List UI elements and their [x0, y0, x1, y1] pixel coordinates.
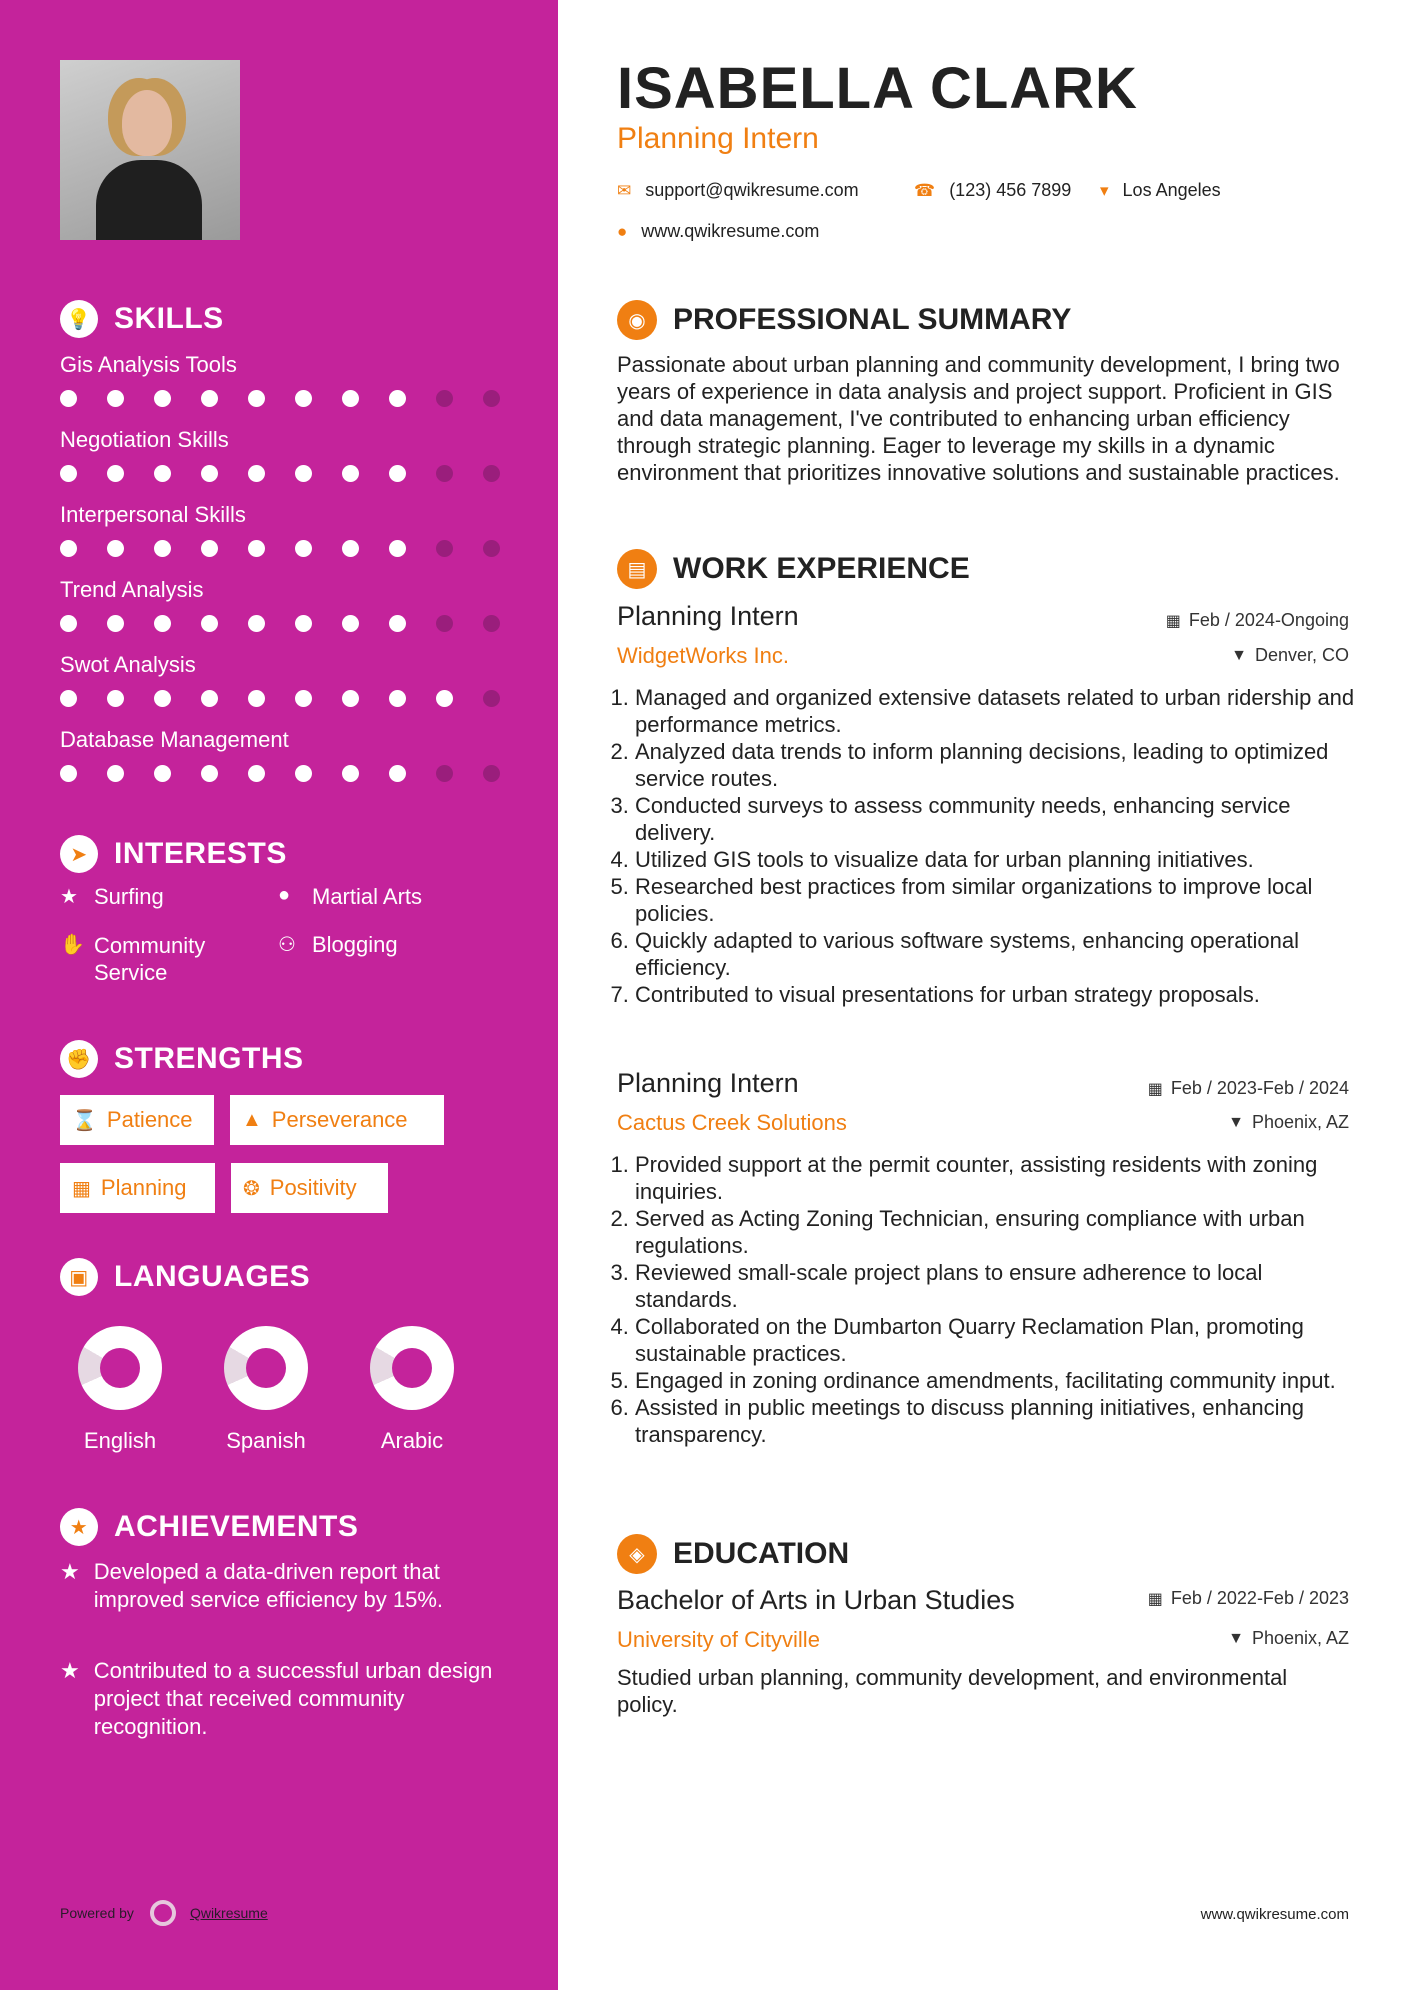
job-location: ▼ Denver, CO [1231, 645, 1349, 665]
job-dates: ▦ Feb / 2023-Feb / 2024 [1147, 1078, 1349, 1098]
skill-dot [107, 540, 124, 557]
experience-heading: ▤ WORK EXPERIENCE [617, 549, 970, 589]
job-bullet: 6. Quickly adapted to various software systems, enhancing operational efficiency. [635, 927, 1370, 981]
skill-level-dots [60, 615, 530, 632]
job-title: Planning Intern [617, 601, 799, 631]
shooting-star-icon: ★ [60, 1658, 80, 1683]
skill-dot [107, 465, 124, 482]
skill-dot [154, 615, 171, 632]
skill-dot [154, 690, 171, 707]
skill-level-dots [60, 390, 530, 407]
star-icon: ★ [60, 886, 78, 908]
job-title: Planning Intern [617, 1068, 799, 1098]
language-level-ring [224, 1326, 308, 1410]
user-icon: ◉ [617, 300, 657, 340]
strength-badge: ▲ Perseverance [230, 1095, 444, 1145]
skill-dot [201, 390, 218, 407]
skill-dot [201, 615, 218, 632]
education-dates: ▦ Feb / 2022-Feb / 2023 [1147, 1588, 1349, 1608]
lightbulb-icon: 💡 [60, 300, 98, 338]
job-bullet: 2. Analyzed data trends to inform planning decisions, leading to optimized service routes. [635, 738, 1370, 792]
skill-dot [107, 615, 124, 632]
skill-name: Negotiation Skills [60, 427, 229, 452]
trophy-star-icon: ★ [60, 1508, 98, 1546]
skill-dot [295, 465, 312, 482]
profile-photo [60, 60, 240, 240]
job-company: Cactus Creek Solutions [617, 1110, 847, 1135]
qwikresume-link[interactable]: Qwikresume [189, 1905, 268, 1921]
job-bullet: 4. Collaborated on the Dumbarton Quarry Reclamation Plan, promoting sustainable practices. [635, 1313, 1370, 1367]
skill-dot [483, 465, 500, 482]
job-dates: ▦ Feb / 2024-Ongoing [1165, 610, 1349, 630]
interest-item: ⚇ Blogging [278, 932, 398, 957]
skill-dot [60, 765, 77, 782]
skill-dot [154, 540, 171, 557]
skill-dot [107, 765, 124, 782]
skill-dot [342, 615, 359, 632]
skill-dot [107, 690, 124, 707]
skill-dot [483, 765, 500, 782]
shooting-star-icon: ★ [60, 1559, 80, 1584]
degree-title: Bachelor of Arts in Urban Studies [617, 1585, 1015, 1615]
contact-location: ▾ Los Angeles [1100, 180, 1221, 200]
skill-dot [342, 465, 359, 482]
skill-dot [107, 390, 124, 407]
job-bullet: 7. Contributed to visual presentations for urban strategy proposals. [635, 981, 1370, 1008]
job-bullet: 5. Researched best practices from similar organizations to improve local policies. [635, 873, 1370, 927]
skill-level-dots [60, 540, 530, 557]
pushpin-icon: ▼ [1228, 1629, 1244, 1647]
skill-dot [436, 390, 453, 407]
map-pin-icon: ▾ [1100, 180, 1109, 200]
skills-heading: 💡 SKILLS [60, 300, 224, 338]
calendar-icon: ▦ [1147, 1590, 1163, 1608]
language-item: Spanish [206, 1326, 326, 1454]
sun-icon: ❂ [243, 1177, 260, 1200]
summary-heading: ◉ PROFESSIONAL SUMMARY [617, 300, 1071, 340]
skill-dot [295, 615, 312, 632]
job-bullet: 1. Managed and organized extensive datasets related to urban ridership and performance metrics. [635, 684, 1370, 738]
powered-by: Powered by Qwikresume [60, 1900, 268, 1926]
skill-dot [436, 765, 453, 782]
strength-badge: ❂ Positivity [231, 1163, 388, 1213]
translate-icon: ▣ [60, 1258, 98, 1296]
skill-dot [295, 390, 312, 407]
interest-item: ● Martial Arts [278, 884, 423, 909]
summary-text: Passionate about urban planning and community development, I bring two years of experience in data analysis and project support. Proficient in GIS and data management, I've contributed to enhancing urban efficiency through strategic planning. Eager to leverage my skills in a dynamic environment that prioritizes innovative solutions and sustainable practices. [617, 352, 1340, 485]
skill-dot [295, 690, 312, 707]
language-item: Arabic [352, 1326, 472, 1454]
skill-dot [60, 390, 77, 407]
skill-dot [389, 690, 406, 707]
globe-icon: ● [278, 884, 291, 906]
contact-phone: ☎ (123) 456 7899 [914, 180, 1072, 200]
job-bullet: 3. Conducted surveys to assess community needs, enhancing service delivery. [635, 792, 1370, 846]
globe-icon: ● [617, 221, 628, 241]
pushpin-icon: ▼ [1228, 1113, 1244, 1131]
skill-dot [248, 540, 265, 557]
job-bullet: 1. Provided support at the permit counter, assisting residents with zoning inquiries. [635, 1151, 1370, 1205]
skill-dot [60, 690, 77, 707]
languages-heading: ▣ LANGUAGES [60, 1258, 310, 1296]
skill-dot [248, 615, 265, 632]
briefcase-icon: ▤ [617, 549, 657, 589]
skill-dot [201, 765, 218, 782]
skill-dot [436, 465, 453, 482]
skill-dot [295, 765, 312, 782]
calendar-icon: ▦ [1147, 1080, 1163, 1098]
interest-item: ★ Surfing [60, 884, 164, 909]
skill-name: Database Management [60, 727, 289, 752]
skill-dot [60, 465, 77, 482]
skill-name: Interpersonal Skills [60, 502, 246, 527]
skill-level-dots [60, 465, 530, 482]
interest-item: ✋ Community Service [60, 933, 206, 985]
skill-dot [295, 540, 312, 557]
skill-dot [483, 615, 500, 632]
skill-dot [483, 540, 500, 557]
skill-name: Swot Analysis [60, 652, 196, 677]
skill-dot [342, 390, 359, 407]
language-level-ring [370, 1326, 454, 1410]
sidebar [0, 0, 558, 1990]
skill-dot [248, 390, 265, 407]
skill-dot [248, 690, 265, 707]
job-bullet: 5. Engaged in zoning ordinance amendments, facilitating community input. [635, 1367, 1370, 1394]
skill-dot [60, 615, 77, 632]
skill-dot [248, 465, 265, 482]
skill-dot [389, 765, 406, 782]
hourglass-icon: ⌛ [72, 1109, 97, 1132]
achievement-item: ★ Contributed to a successful urban design project that received community recognition. [60, 1658, 493, 1739]
achievements-heading: ★ ACHIEVEMENTS [60, 1508, 358, 1546]
skill-dot [436, 690, 453, 707]
skill-name: Gis Analysis Tools [60, 352, 237, 377]
skill-dot [342, 765, 359, 782]
skill-name: Trend Analysis [60, 577, 204, 602]
hand-icon: ✋ [60, 934, 85, 956]
skill-dot [201, 690, 218, 707]
language-item: English [60, 1326, 180, 1454]
job-location: ▼ Phoenix, AZ [1228, 1112, 1349, 1132]
skill-dot [436, 615, 453, 632]
skill-dot [201, 465, 218, 482]
strength-badge: ⌛ Patience [60, 1095, 214, 1145]
skill-dot [389, 540, 406, 557]
qwikresume-logo-icon [150, 1900, 176, 1926]
footer-website[interactable]: www.qwikresume.com [1200, 1906, 1349, 1923]
skill-dot [60, 540, 77, 557]
skill-level-dots [60, 765, 530, 782]
candidate-name: ISABELLA CLARK [617, 56, 1138, 121]
skill-dot [342, 690, 359, 707]
envelope-icon: ✉ [617, 180, 632, 200]
skill-dot [154, 465, 171, 482]
job-bullet: 6. Assisted in public meetings to discuss planning initiatives, enhancing transparency. [635, 1394, 1370, 1448]
skill-level-dots [60, 690, 530, 707]
skill-dot [154, 390, 171, 407]
job-bullet: 2. Served as Acting Zoning Technician, ensuring compliance with urban regulations. [635, 1205, 1370, 1259]
fist-icon: ✊ [60, 1040, 98, 1078]
candidate-role: Planning Intern [617, 122, 819, 155]
skill-dot [154, 765, 171, 782]
school-name: University of Cityville [617, 1627, 820, 1652]
skill-dot [389, 465, 406, 482]
contact-email: ✉ support@qwikresume.com [617, 180, 859, 200]
calendar-icon: ▦ [72, 1177, 91, 1200]
job-bullets [617, 1151, 1370, 1448]
skill-dot [201, 540, 218, 557]
users-icon: ⚇ [278, 934, 296, 956]
phone-icon: ☎ [914, 180, 936, 200]
skill-dot [389, 615, 406, 632]
strengths-heading: ✊ STRENGTHS [60, 1040, 304, 1078]
paper-plane-icon: ➤ [60, 835, 98, 873]
pushpin-icon: ▼ [1231, 646, 1247, 664]
skill-dot [248, 765, 265, 782]
calendar-icon: ▦ [1165, 612, 1181, 630]
education-text: Studied urban planning, community development, and environmental policy. [617, 1665, 1288, 1717]
skill-dot [483, 690, 500, 707]
job-company: WidgetWorks Inc. [617, 643, 789, 668]
road-icon: ▲ [242, 1108, 262, 1131]
skill-dot [389, 390, 406, 407]
achievement-item: ★ Developed a data-driven report that improved service efficiency by 15%. [60, 1559, 444, 1612]
strength-badge: ▦ Planning [60, 1163, 215, 1213]
skill-dot [483, 390, 500, 407]
interests-heading: ➤ INTERESTS [60, 835, 287, 873]
contact-website: ● www.qwikresume.com [617, 221, 820, 241]
graduation-icon: ◈ [617, 1534, 657, 1574]
job-bullet: 3. Reviewed small-scale project plans to ensure adherence to local standards. [635, 1259, 1370, 1313]
job-bullet: 4. Utilized GIS tools to visualize data for urban planning initiatives. [635, 846, 1370, 873]
skill-dot [342, 540, 359, 557]
education-heading: ◈ EDUCATION [617, 1534, 849, 1574]
skill-dot [436, 540, 453, 557]
job-bullets [617, 684, 1370, 1008]
education-location: ▼ Phoenix, AZ [1228, 1628, 1349, 1648]
language-level-ring [78, 1326, 162, 1410]
